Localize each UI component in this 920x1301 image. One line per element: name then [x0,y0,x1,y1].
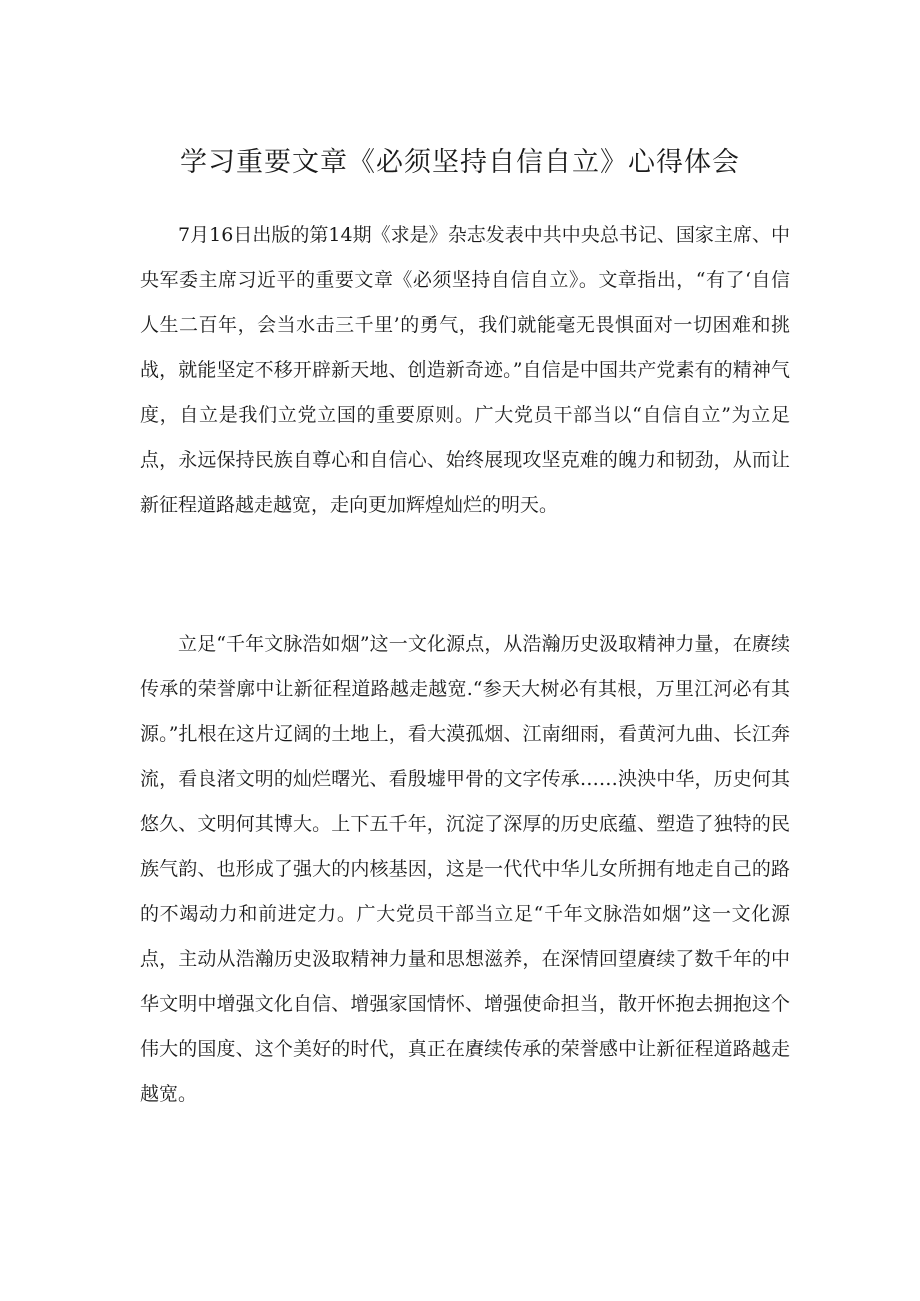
document-title: 学习重要文章《必须坚持自信自立》心得体会 [180,147,740,178]
paragraph-2: 立足“千年文脉浩如烟”这一文化源点，从浩瀚历史汲取精神力量，在赓续传承的荣誉廓中让新征程道路越走越宽.“参天大树必有其根，万里江河必有其源。”扎根在这片辽阔的土地上，看大漠孤烟、江南细雨，看黄河九曲、长江奔流，看良渚文明的灿烂曙光、看殷墟甲骨的文字传承……泱泱中华，历史何其悠久、文明何其博大。上下五千年，沉淀了深厚的历史底蕴、塑造了独特的民族气韵、也形成了强大的内核基因，这是一代代中华儿女所拥有地走自己的路的不竭动力和前进定力。广大党员干部当立足“千年文脉浩如烟”这一文化源点，主动从浩瀚历史汲取精神力量和思想滋养，在深情回望賡续了数千年的中华文明中增强文化自信、增强家国情怀、增强使命担当，散开怀抱去拥抱这个伟大的国度、这个美好的时代，真正在賡续传承的荣誉感中让新征程道路越走越宽。 [140,633,790,1105]
paragraph-1: 7月16日出版的第14期《求是》杂志发表中共中央总书记、国家主席、中央军委主席习近平的重要文章《必须坚持自信自立》。文章指出，“有了‘自信人生二百年，会当水击三千里’的勇气，我们就能毫无畏惧面对一切困难和挑战，就能坚定不移开辟新天地、创造新奇迹。”自信是中国共产党素有的精神气度，自立是我们立党立国的重要原则。广大党员干部当以“自信自立”为立足点，永远保持民族自尊心和自信心、始终展现攻坚克难的魄力和韧劲，从而让新征程道路越走越宽，走向更加辉煌灿烂的明天。 [140,224,790,516]
